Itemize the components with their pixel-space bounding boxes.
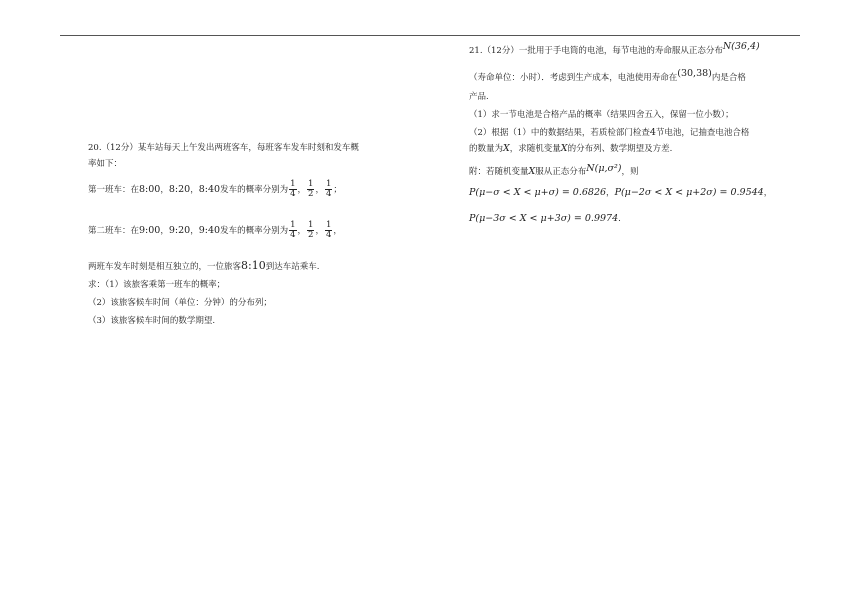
q21-line-1-text: 21.（12分）一批用于手电筒的电池，每节电池的寿命服从正态分布 — [469, 46, 723, 56]
sep: ， — [606, 188, 615, 198]
q21-line-6a: 的数量为 — [469, 144, 504, 154]
normal-dist-general: N(μ,σ²) — [586, 163, 622, 174]
fraction: $\frac{1}{4}$ — [290, 220, 296, 240]
arrive-time: 8:10 — [241, 259, 266, 272]
q20-bus1-line — [88, 180, 342, 199]
q21-line-7 — [469, 163, 639, 179]
q21-line-4: （1）求一节电池是合格产品的概率（结果四舍五入，保留一位小数）； — [469, 110, 734, 120]
q21-line-2b: 内是合格 — [711, 73, 746, 83]
end-mark: . — [618, 214, 621, 224]
var-x: X — [528, 166, 536, 177]
life-interval: (30,38) — [677, 68, 712, 79]
sep: ， — [297, 225, 307, 236]
bus2-mid: 发车的概率分别为 — [220, 225, 289, 236]
var-x: X — [560, 143, 568, 154]
q20-bus2-line — [88, 221, 342, 240]
q20-line-5 — [88, 259, 319, 274]
fraction: $\frac{1}{2}$ — [308, 179, 314, 199]
q21-line-6 — [469, 143, 672, 156]
fraction: $\frac{1}{4}$ — [325, 220, 332, 240]
q20-ask-2: （2）该旅客候车时间（单位：分钟）的分布列； — [88, 298, 272, 308]
prob-2: P(μ−2σ < X < μ+2σ) = 0.9544 — [614, 187, 764, 198]
q21-prob-line-1 — [469, 187, 772, 200]
sep: ， — [763, 188, 773, 198]
bus2-label: 第二班车：在 — [88, 225, 140, 236]
bus1-time-2: 8:20 — [168, 183, 191, 195]
sample-count: 4 — [649, 127, 656, 138]
fraction: $\frac{1}{4}$ — [325, 179, 332, 199]
q21-line-5 — [469, 127, 749, 140]
normal-dist: N(36,4) — [722, 41, 760, 52]
q21-prob-line-2 — [469, 213, 621, 226]
q20-line-1: 20.（12分）某车站每天上午发出两班客车，每班客车发车时刻和发车概 — [88, 143, 359, 153]
fraction: $\frac{1}{4}$ — [290, 179, 296, 199]
sep: ， — [315, 184, 324, 195]
q20-ask-3: （3）该旅客候车时间的数学期望. — [88, 316, 216, 326]
q21-line-5a: （2）根据（1）中的数据结果，若质检部门检查 — [469, 128, 650, 138]
q20-line-5b: 到达车站乘车. — [265, 262, 320, 272]
header-rule — [60, 35, 800, 36]
sep: ， — [160, 225, 169, 236]
q20-line-5a: 两班车发车时刻是相互独立的，一位旅客 — [88, 262, 242, 272]
q21-line-2 — [469, 68, 746, 85]
end-mark: ； — [333, 184, 342, 195]
bus2-time-2: 9:20 — [168, 224, 191, 236]
sep: ， — [190, 225, 199, 236]
q21-line-7b: 服从正态分布 — [535, 167, 587, 177]
q21-line-5b: 节电池，记抽查电池合格 — [655, 128, 750, 138]
q21-line-1 — [469, 41, 760, 58]
prob-1: P(μ−σ < X < μ+σ) = 0.6826 — [469, 187, 607, 198]
fraction: $\frac{1}{2}$ — [308, 220, 314, 240]
q21-line-7c: ，则 — [621, 167, 639, 177]
q21-line-6c: 的分布列、数学期望及方差. — [567, 144, 673, 154]
end-mark: ， — [333, 225, 342, 236]
prob-3: P(μ−3σ < X < μ+3σ) = 0.9974 — [469, 213, 619, 224]
bus2-time-1: 9:00 — [139, 224, 161, 236]
bus1-mid: 发车的概率分别为 — [220, 184, 289, 195]
sep: ， — [160, 184, 169, 195]
q20-line-2: 率如下： — [88, 159, 123, 169]
q21-line-2a: （寿命单位：小时）．考虑到生产成本，电池使用寿命在 — [469, 73, 678, 83]
sep: ， — [315, 225, 324, 236]
var-x: X — [503, 143, 510, 154]
q21-line-6b: ，求随机变量 — [509, 144, 561, 154]
bus1-time-1: 8:00 — [139, 183, 161, 195]
q20-ask-1: 求：（1）该旅客乘第一班车的概率； — [88, 280, 226, 290]
sep: ， — [190, 184, 199, 195]
bus1-label: 第一班车：在 — [88, 184, 140, 195]
bus1-time-3: 8:40 — [198, 183, 221, 195]
q21-line-3: 产品. — [469, 92, 489, 102]
sep: ， — [297, 184, 307, 195]
bus2-time-3: 9:40 — [198, 224, 221, 236]
q21-line-7a: 附：若随机变量 — [469, 167, 529, 177]
